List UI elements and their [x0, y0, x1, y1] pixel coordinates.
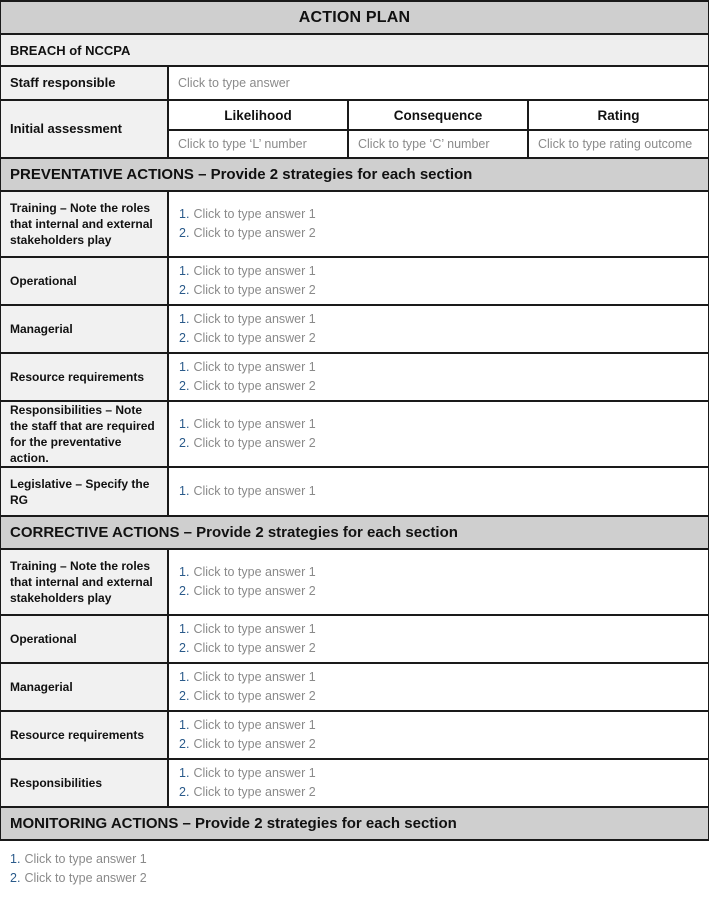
answer-2[interactable]: [179, 582, 699, 601]
corrective-responsibilities-label: Responsibilities: [1, 760, 169, 808]
likelihood-input[interactable]: Click to type ‘L’ number: [169, 131, 349, 159]
answer-2-placeholder: Click to type answer 2: [193, 226, 316, 240]
initial-assessment-label: Initial assessment: [1, 101, 169, 159]
preventative-legislative-label: Legislative – Specify the RG: [1, 468, 169, 517]
answer-number: 2.: [179, 737, 190, 751]
answer-1-placeholder: Click to type answer 1: [193, 622, 316, 636]
answer-2[interactable]: [179, 224, 699, 243]
answer-number: 2.: [179, 436, 190, 450]
answer-number: 1.: [179, 670, 190, 684]
answer-2-placeholder: Click to type answer 2: [193, 737, 316, 751]
preventative-responsibilities-answers[interactable]: [169, 402, 709, 468]
consequence-header: Consequence: [349, 101, 529, 131]
answer-1-placeholder: Click to type answer 1: [193, 360, 316, 374]
answer-2[interactable]: [179, 281, 699, 300]
answer-number: 2.: [179, 283, 190, 297]
answer-1[interactable]: [179, 415, 699, 434]
answer-number: 2.: [179, 584, 190, 598]
answer-number: 1.: [179, 622, 190, 636]
answer-number: 1.: [179, 264, 190, 278]
consequence-input[interactable]: Click to type ‘C’ number: [349, 131, 529, 159]
answer-number: 2.: [179, 785, 190, 799]
answer-1-placeholder: Click to type answer 1: [193, 565, 316, 579]
preventative-operational-label: Operational: [1, 258, 169, 306]
answer-1[interactable]: [179, 205, 699, 224]
answer-1-placeholder: Click to type answer 1: [193, 670, 316, 684]
form-title: ACTION PLAN: [1, 0, 709, 35]
preventative-training-answers[interactable]: [169, 192, 709, 258]
answer-1-placeholder: Click to type answer 1: [193, 766, 316, 780]
answer-number: 2.: [179, 226, 190, 240]
staff-responsible-input[interactable]: Click to type answer: [169, 67, 709, 101]
answer-2[interactable]: [10, 869, 709, 888]
corrective-managerial-answers[interactable]: [169, 664, 709, 712]
answer-2-placeholder: Click to type answer 2: [193, 331, 316, 345]
answer-number: 1.: [179, 312, 190, 326]
answer-2-placeholder: Click to type answer 2: [193, 641, 316, 655]
monitoring-actions-heading: MONITORING ACTIONS – Provide 2 strategies for each section: [1, 808, 709, 841]
answer-1[interactable]: [179, 358, 699, 377]
answer-2[interactable]: [179, 639, 699, 658]
staff-responsible-label: Staff responsible: [1, 67, 169, 101]
answer-number: 2.: [179, 641, 190, 655]
preventative-operational-answers[interactable]: [169, 258, 709, 306]
corrective-operational-answers[interactable]: [169, 616, 709, 664]
preventative-actions-heading: PREVENTATIVE ACTIONS – Provide 2 strategies for each section: [1, 159, 709, 192]
answer-1[interactable]: [179, 262, 699, 281]
answer-number: 2.: [179, 689, 190, 703]
corrective-training-label: Training – Note the roles that internal and external stakeholders play: [1, 550, 169, 616]
answer-number: 1.: [179, 484, 190, 498]
answer-2-placeholder: Click to type answer 2: [193, 379, 316, 393]
corrective-resource-label: Resource requirements: [1, 712, 169, 760]
answer-2[interactable]: [179, 377, 699, 396]
answer-1[interactable]: [179, 563, 699, 582]
answer-2[interactable]: [179, 329, 699, 348]
preventative-resource-answers[interactable]: [169, 354, 709, 402]
answer-number: 1.: [179, 207, 190, 221]
answer-number: 2.: [179, 331, 190, 345]
preventative-training-label: Training – Note the roles that internal and external stakeholders play: [1, 192, 169, 258]
answer-1[interactable]: [179, 764, 699, 783]
answer-1[interactable]: [10, 850, 709, 869]
preventative-managerial-answers[interactable]: [169, 306, 709, 354]
answer-2-placeholder: Click to type answer 2: [193, 436, 316, 450]
answer-1-placeholder: Click to type answer 1: [193, 264, 316, 278]
answer-2-placeholder: Click to type answer 2: [24, 871, 147, 885]
breach-heading: BREACH of NCCPA: [1, 35, 709, 67]
answer-number: 2.: [10, 871, 21, 885]
preventative-resource-label: Resource requirements: [1, 354, 169, 402]
corrective-responsibilities-answers[interactable]: [169, 760, 709, 808]
corrective-managerial-label: Managerial: [1, 664, 169, 712]
preventative-responsibilities-label: Responsibilities – Note the staff that are required for the preventative action.: [1, 402, 169, 468]
answer-1[interactable]: [179, 668, 699, 687]
answer-2-placeholder: Click to type answer 2: [193, 785, 316, 799]
answer-2-placeholder: Click to type answer 2: [193, 584, 316, 598]
answer-1[interactable]: [179, 620, 699, 639]
answer-1-placeholder: Click to type answer 1: [193, 207, 316, 221]
answer-1-placeholder: Click to type answer 1: [193, 417, 316, 431]
preventative-managerial-label: Managerial: [1, 306, 169, 354]
likelihood-header: Likelihood: [169, 101, 349, 131]
corrective-actions-heading: CORRECTIVE ACTIONS – Provide 2 strategies for each section: [1, 517, 709, 550]
answer-1[interactable]: [179, 716, 699, 735]
corrective-training-answers[interactable]: [169, 550, 709, 616]
answer-number: 1.: [179, 360, 190, 374]
answer-2[interactable]: [179, 687, 699, 706]
answer-number: 1.: [10, 852, 21, 866]
answer-number: 1.: [179, 766, 190, 780]
answer-number: 1.: [179, 565, 190, 579]
rating-input[interactable]: Click to type rating outcome: [529, 131, 709, 159]
answer-2-placeholder: Click to type answer 2: [193, 283, 316, 297]
answer-1-placeholder: Click to type answer 1: [24, 852, 147, 866]
answer-2[interactable]: [179, 434, 699, 453]
answer-2[interactable]: [179, 735, 699, 754]
answer-1[interactable]: [179, 482, 699, 501]
answer-1[interactable]: [179, 310, 699, 329]
rating-header: Rating: [529, 101, 709, 131]
answer-1-placeholder: Click to type answer 1: [193, 718, 316, 732]
answer-1-placeholder: Click to type answer 1: [193, 312, 316, 326]
preventative-legislative-answers[interactable]: [169, 468, 709, 517]
corrective-operational-label: Operational: [1, 616, 169, 664]
answer-2-placeholder: Click to type answer 2: [193, 689, 316, 703]
answer-number: 1.: [179, 718, 190, 732]
answer-2[interactable]: [179, 783, 699, 802]
corrective-resource-answers[interactable]: [169, 712, 709, 760]
answer-1-placeholder: Click to type answer 1: [193, 484, 316, 498]
answer-number: 2.: [179, 379, 190, 393]
monitoring-answers[interactable]: [0, 841, 709, 888]
answer-number: 1.: [179, 417, 190, 431]
